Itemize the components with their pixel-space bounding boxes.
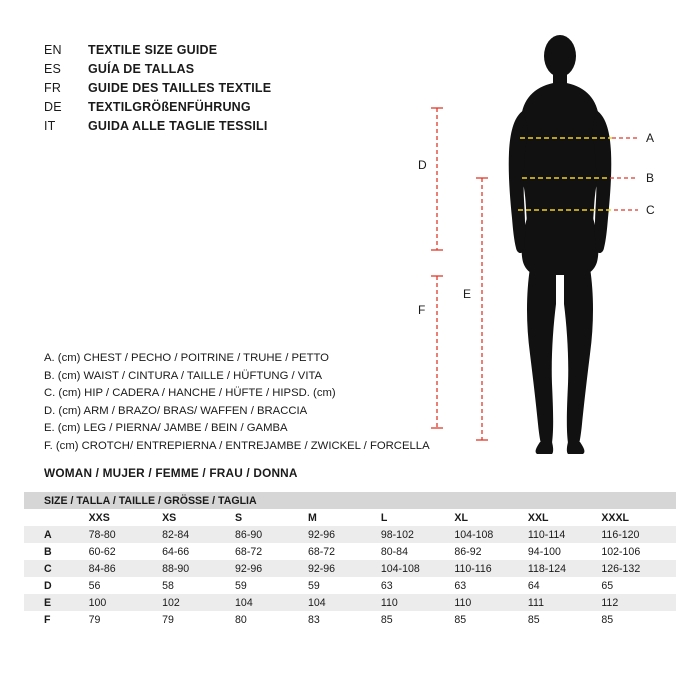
- title-row: [44, 119, 374, 138]
- column-header-xxs: XXS: [89, 509, 163, 526]
- cell-c-xxxl: 126-132: [601, 560, 676, 577]
- legend-item-b: B. (cm) WAIST / CINTURA / TAILLE / HÜFTUNG / VITA: [44, 369, 323, 382]
- title-text: GUIDA ALLE TAGLIE TESSILI: [88, 119, 268, 133]
- cell-c-xs: 88-90: [162, 560, 235, 577]
- table-header-title: SIZE / TALLA / TAILLE / GRÖSSE / TAGLIA: [24, 492, 676, 509]
- cell-e-xl: 110: [454, 594, 528, 611]
- callout-label-c: C: [646, 203, 655, 217]
- legend-item-d: D. (cm) ARM / BRAZO/ BRAS/ WAFFEN / BRACCIA: [44, 404, 308, 417]
- cell-a-s: 86-90: [235, 526, 308, 543]
- cell-c-m: 92-96: [308, 560, 381, 577]
- callout-label-a: A: [646, 131, 655, 145]
- table-row: [24, 526, 676, 543]
- cell-b-xl: 86-92: [454, 543, 528, 560]
- woman-silhouette: [509, 35, 612, 454]
- column-header-s: S: [235, 509, 308, 526]
- cell-a-l: 98-102: [381, 526, 455, 543]
- legend-item-f: F. (cm) CROTCH/ ENTREPIERNA / ENTREJAMBE / ZWICKEL / FORCELLA: [44, 439, 430, 452]
- callout-label-d: D: [418, 158, 427, 172]
- cell-c-s: 92-96: [235, 560, 308, 577]
- cell-a-xxl: 110-114: [528, 526, 601, 543]
- title-text: GUIDE DES TAILLES TEXTILE: [88, 81, 272, 95]
- cell-e-xs: 102: [162, 594, 235, 611]
- legend-block: [44, 350, 464, 455]
- title-text: TEXTILE SIZE GUIDE: [88, 43, 218, 57]
- legend-item-c: C. (cm) HIP / CADERA / HANCHE / HÜFTE / HIPSD. (cm): [44, 387, 336, 399]
- title-text: TEXTILGRÖßENFÜHRUNG: [88, 100, 251, 114]
- column-header-xs: XS: [162, 509, 235, 526]
- cell-d-xxl: 64: [528, 577, 601, 594]
- row-label-a: A: [24, 526, 89, 543]
- row-label-b: B: [24, 543, 89, 560]
- arm-dimension-line: [431, 108, 443, 250]
- title-lang-code: ES: [44, 62, 62, 76]
- callout-label-b: B: [646, 171, 655, 185]
- cell-b-l: 80-84: [381, 543, 455, 560]
- cell-d-m: 59: [308, 577, 381, 594]
- cell-b-xxl: 94-100: [528, 543, 601, 560]
- row-label-f: F: [24, 611, 89, 628]
- cell-d-xxs: 56: [89, 577, 163, 594]
- title-lang-code: DE: [44, 100, 62, 114]
- row-label-c: C: [24, 560, 89, 577]
- title-block: [44, 43, 374, 138]
- title-text: GUÍA DE TALLAS: [88, 62, 195, 76]
- row-label-d: D: [24, 577, 89, 594]
- cell-d-l: 63: [381, 577, 455, 594]
- cell-d-xs: 58: [162, 577, 235, 594]
- column-header-xxxl: XXXL: [601, 509, 676, 526]
- title-row: [44, 100, 374, 119]
- size-table: [24, 492, 676, 628]
- cell-b-xxs: 60-62: [89, 543, 163, 560]
- cell-f-xxxl: 85: [601, 611, 676, 628]
- leg-dimension-line: [476, 178, 488, 440]
- title-lang-code: EN: [44, 43, 62, 57]
- cell-e-xxl: 111: [528, 594, 601, 611]
- column-header-l: L: [381, 509, 455, 526]
- table-row: [24, 560, 676, 577]
- title-row: [44, 62, 374, 81]
- cell-c-xl: 110-116: [454, 560, 528, 577]
- column-header-xl: XL: [454, 509, 528, 526]
- cell-a-xxxl: 116-120: [601, 526, 676, 543]
- table-column-row: [24, 509, 676, 526]
- table-row: [24, 577, 676, 594]
- cell-b-xs: 64-66: [162, 543, 235, 560]
- legend-item-a: A. (cm) CHEST / PECHO / POITRINE / TRUHE / PETTO: [44, 352, 329, 364]
- cell-f-l: 85: [381, 611, 455, 628]
- title-row: [44, 43, 374, 62]
- callout-label-f: F: [418, 303, 426, 317]
- cell-e-m: 104: [308, 594, 381, 611]
- cell-f-xxl: 85: [528, 611, 601, 628]
- cell-a-xl: 104-108: [454, 526, 528, 543]
- cell-f-xs: 79: [162, 611, 235, 628]
- gender-label: WOMAN / MUJER / FEMME / FRAU / DONNA: [44, 466, 298, 480]
- cell-f-m: 83: [308, 611, 381, 628]
- column-corner-cell: [24, 509, 89, 526]
- cell-a-m: 92-96: [308, 526, 381, 543]
- cell-e-s: 104: [235, 594, 308, 611]
- title-lang-code: FR: [44, 81, 62, 95]
- cell-b-xxxl: 102-106: [601, 543, 676, 560]
- title-row: [44, 81, 374, 100]
- title-lang-code: IT: [44, 119, 56, 133]
- row-label-e: E: [24, 594, 89, 611]
- cell-c-xxs: 84-86: [89, 560, 163, 577]
- cell-e-l: 110: [381, 594, 455, 611]
- cell-f-s: 80: [235, 611, 308, 628]
- cell-d-xl: 63: [454, 577, 528, 594]
- column-header-xxl: XXL: [528, 509, 601, 526]
- cell-b-s: 68-72: [235, 543, 308, 560]
- callout-label-e: E: [463, 287, 472, 301]
- cell-c-xxl: 118-124: [528, 560, 601, 577]
- cell-a-xs: 82-84: [162, 526, 235, 543]
- table-row: [24, 611, 676, 628]
- cell-d-xxxl: 65: [601, 577, 676, 594]
- table-row: [24, 543, 676, 560]
- column-header-m: M: [308, 509, 381, 526]
- cell-c-l: 104-108: [381, 560, 455, 577]
- legend-item-e: E. (cm) LEG / PIERNA/ JAMBE / BEIN / GAMBA: [44, 422, 288, 434]
- cell-b-m: 68-72: [308, 543, 381, 560]
- cell-f-xl: 85: [454, 611, 528, 628]
- size-table-wrapper: [24, 492, 676, 628]
- cell-e-xxxl: 112: [601, 594, 676, 611]
- cell-f-xxs: 79: [89, 611, 163, 628]
- cell-e-xxs: 100: [89, 594, 163, 611]
- cell-d-s: 59: [235, 577, 308, 594]
- table-header-row: [24, 492, 676, 509]
- table-row: [24, 594, 676, 611]
- cell-a-xxs: 78-80: [89, 526, 163, 543]
